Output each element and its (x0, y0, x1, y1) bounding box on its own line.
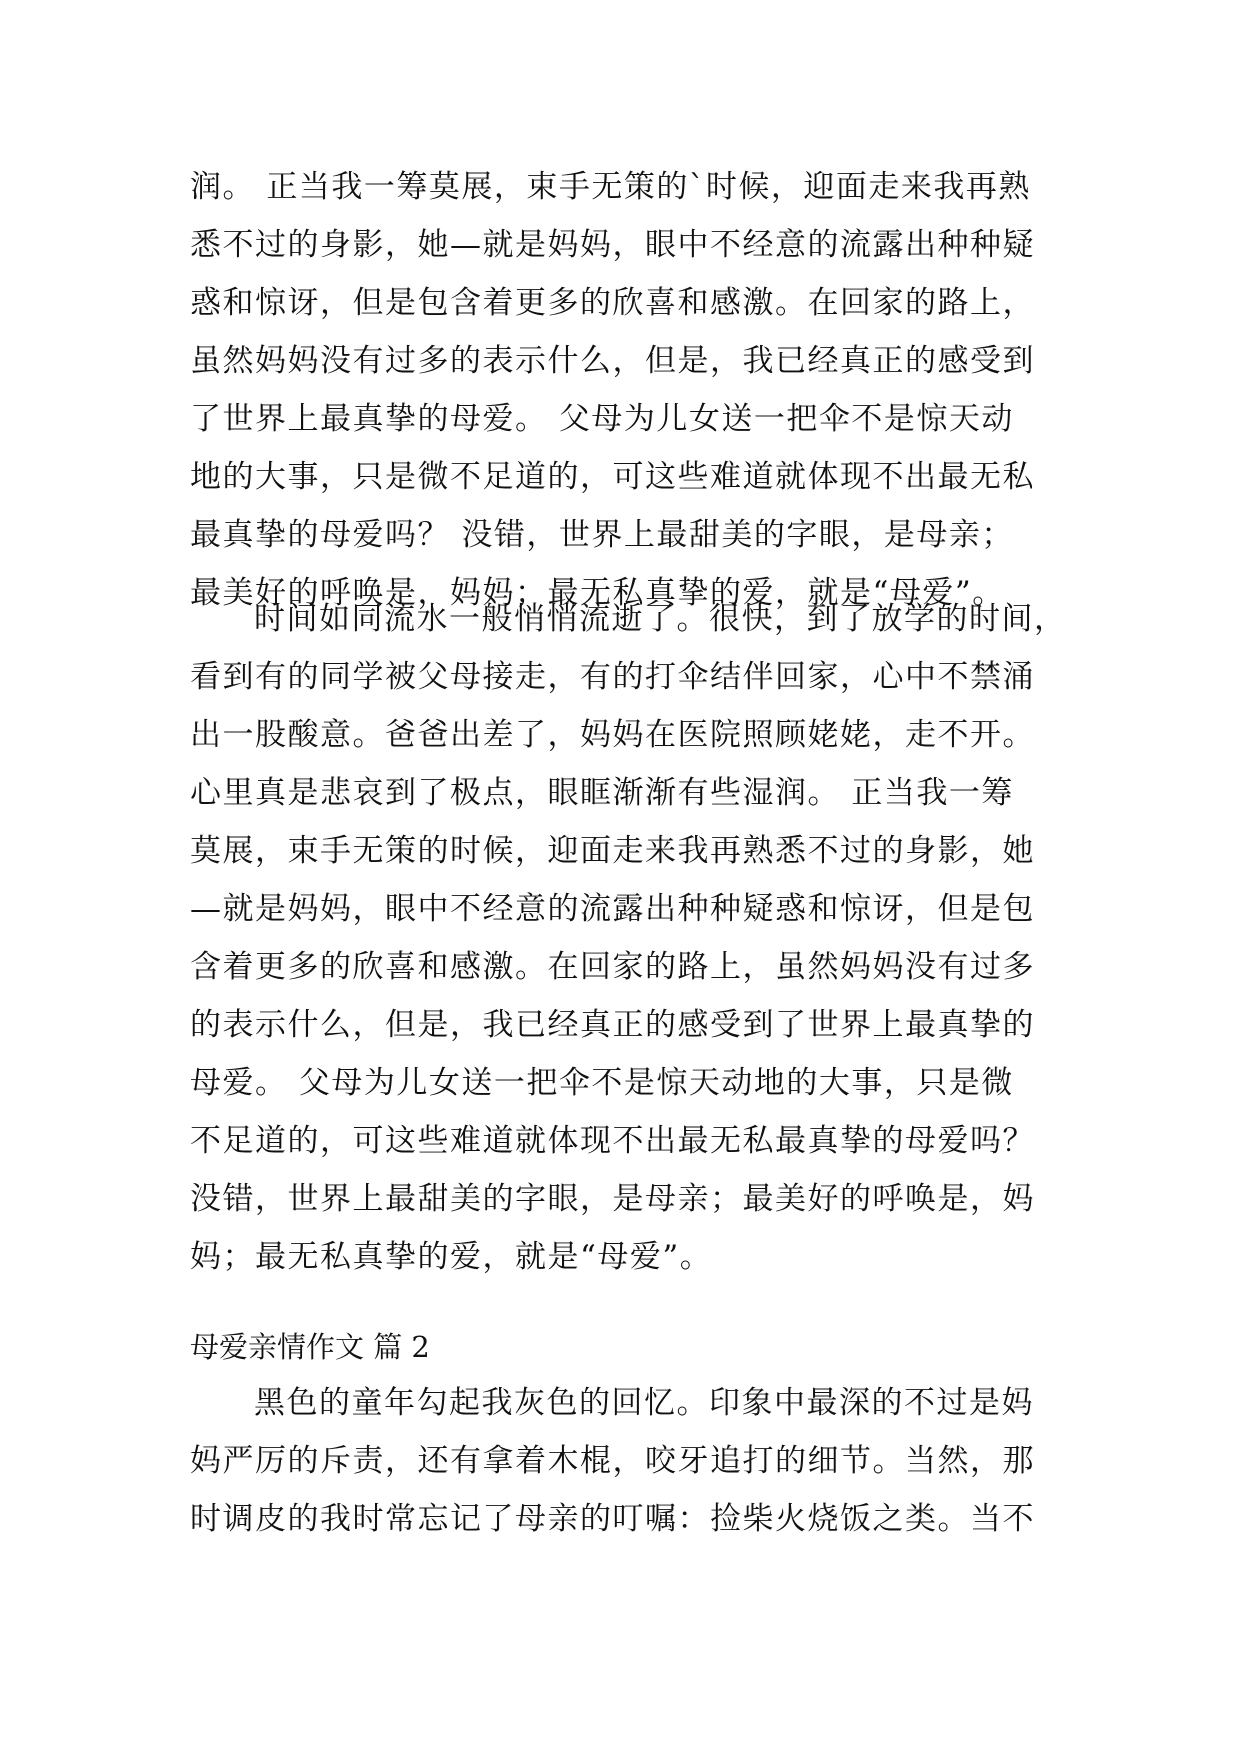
text-line: 最真挚的母爱吗？ 没错，世界上最甜美的字眼，是母亲； (190, 517, 1014, 553)
text-line: 了世界上最真挚的母爱。 父母为儿女送一把伞不是惊天动 (190, 401, 1014, 437)
text-line: 心里真是悲哀到了极点，眼眶渐渐有些湿润。 正当我一筹 (190, 775, 1014, 811)
text-line: 含着更多的欣喜和感激。在回家的路上，虽然妈妈没有过多 (190, 949, 1035, 985)
text-line: 惑和惊讶，但是包含着更多的欣喜和感激。在回家的路上， (190, 285, 1035, 321)
text-line: 黑色的童年勾起我灰色的回忆。印象中最深的不过是妈 (254, 1385, 1034, 1421)
paragraph (190, 1374, 1070, 1548)
text-line: 地的大事，只是微不足道的，可这些难道就体现不出最无私 (190, 459, 1035, 495)
text-line: 时调皮的我时常忘记了母亲的叮嘱：捡柴火烧饭之类。当不 (190, 1501, 1035, 1537)
text-line: 悉不过的身影，她—就是妈妈，眼中不经意的流露出种种疑 (190, 227, 1035, 263)
text-line: 的表示什么，但是，我已经真正的感受到了世界上最真挚的 (190, 1007, 1035, 1043)
text-line: 润。 正当我一筹莫展，束手无策的`时候，迎面走来我再熟 (190, 169, 1031, 205)
text-line: 妈；最无私真挚的爱，就是“母爱”。 (190, 1239, 713, 1275)
text-line: 没错，世界上最甜美的字眼，是母亲；最美好的呼唤是，妈 (190, 1181, 1035, 1217)
text-line: 不足道的，可这些难道就体现不出最无私最真挚的母爱吗？ (190, 1123, 1035, 1159)
text-line: 妈严厉的斥责，还有拿着木棍，咬牙追打的细节。当然，那 (190, 1443, 1035, 1479)
section-heading: 母爱亲情作文 篇 2 (190, 1330, 430, 1364)
text-line: —就是妈妈，眼中不经意的流露出种种疑惑和惊讶，但是包 (190, 891, 1035, 927)
text-line: 看到有的同学被父母接走，有的打伞结伴回家，心中不禁涌 (190, 659, 1035, 695)
paragraph (190, 590, 1070, 1286)
text-line: 时间如同流水一般悄悄流逝了。很快，到了放学的时间， (254, 601, 1067, 637)
text-line: 虽然妈妈没有过多的表示什么，但是，我已经真正的感受到 (190, 343, 1035, 379)
text-line: 出一股酸意。爸爸出差了，妈妈在医院照顾姥姥，走不开。 (190, 717, 1035, 753)
text-line: 母爱。 父母为儿女送一把伞不是惊天动地的大事，只是微 (190, 1065, 1014, 1101)
text-line: 最美好的呼唤是，妈妈；最无私真挚的爱，就是“母爱”。 (190, 575, 1005, 611)
text-line: 莫展，束手无策的时候，迎面走来我再熟悉不过的身影，她 (190, 833, 1035, 869)
paragraph-continued (190, 158, 1070, 622)
